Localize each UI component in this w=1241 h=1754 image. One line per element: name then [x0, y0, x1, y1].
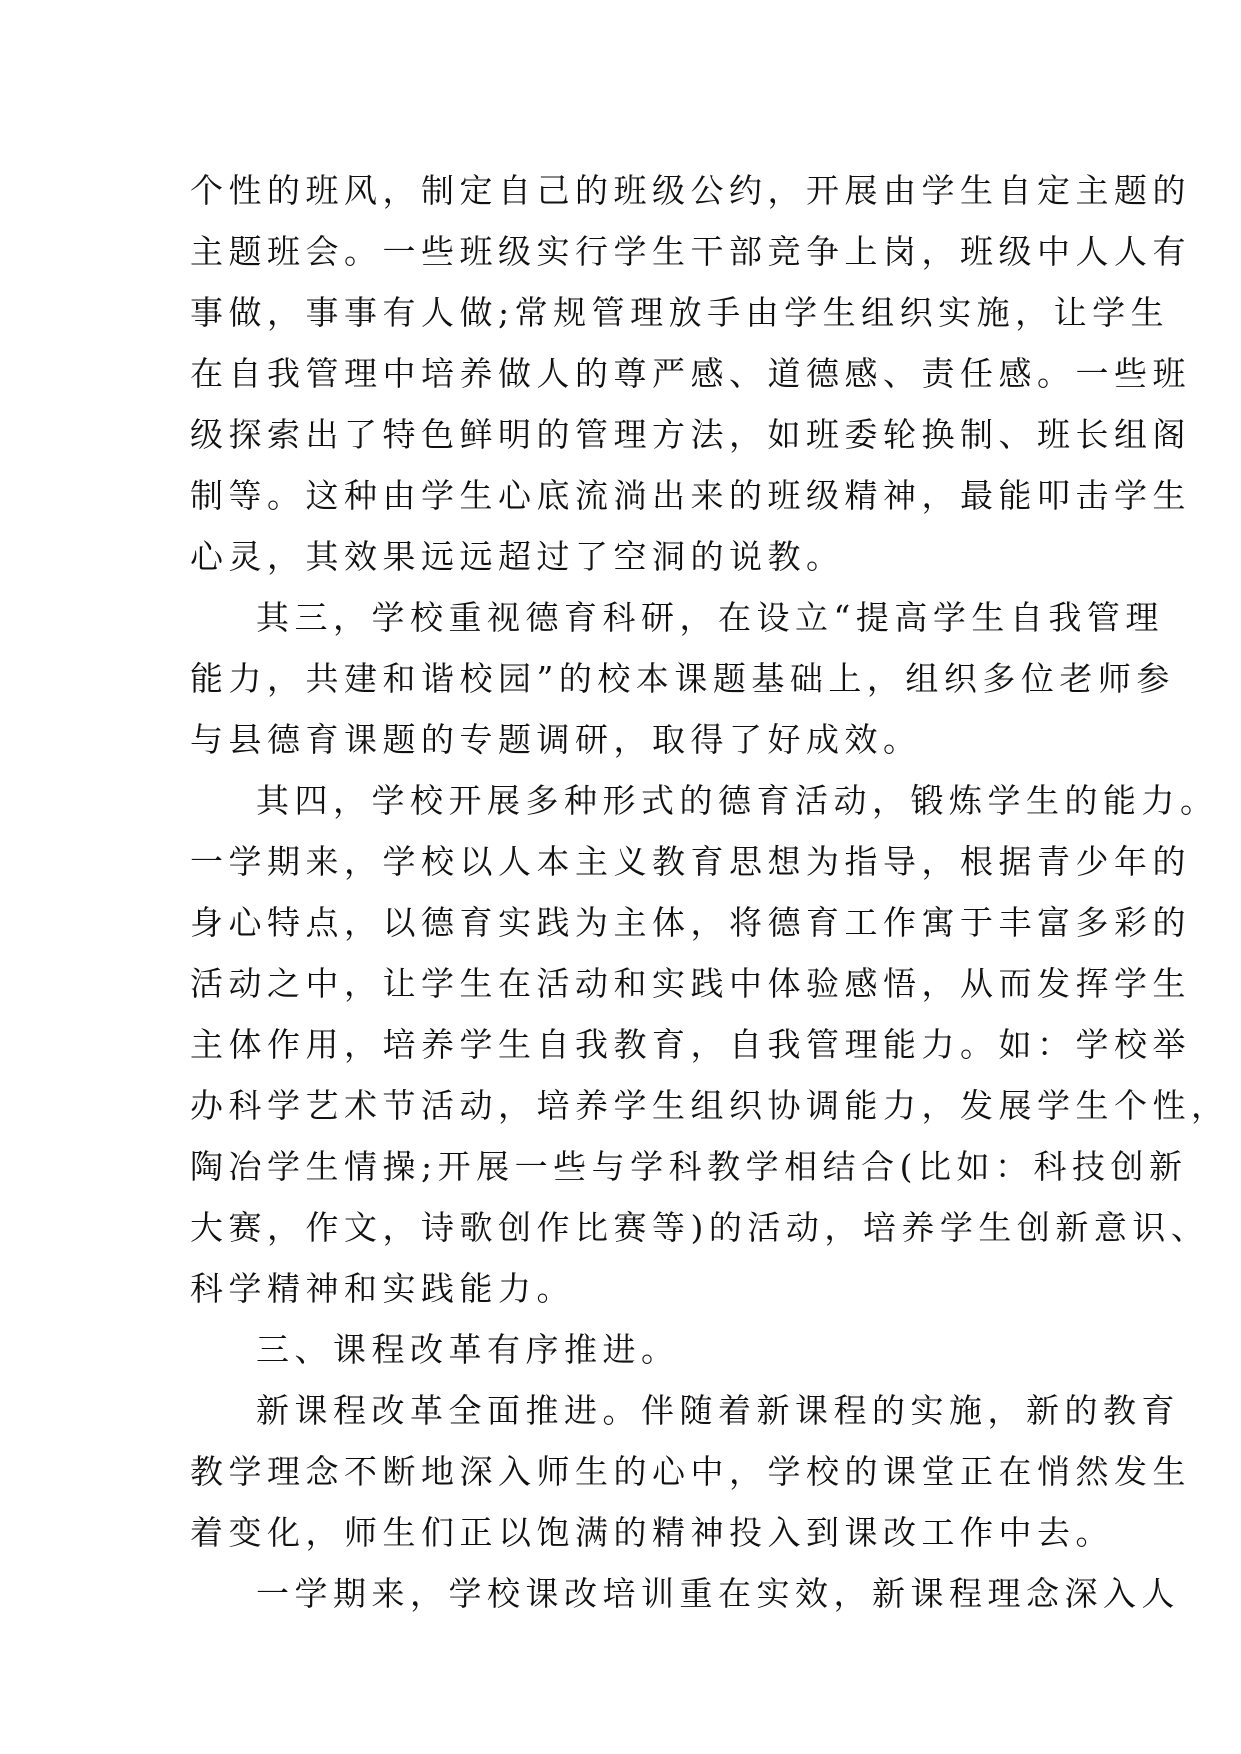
- section-heading: 三、课程改革有序推进。: [256, 1330, 680, 1369]
- paragraph-start-line: 一学期来，学校课改培训重在实效，新课程理念深入人: [256, 1574, 1180, 1613]
- text-line: 着变化，师生们正以饱满的精神投入到课改工作中去。: [190, 1513, 1114, 1552]
- text-line: 个性的班风，制定自己的班级公约，开展由学生自定主题的: [190, 171, 1191, 210]
- text-line: 科学精神和实践能力。: [190, 1269, 575, 1308]
- text-line: 活动之中，让学生在活动和实践中体验感悟，从而发挥学生: [190, 964, 1191, 1003]
- text-line: 能力，共建和谐校园”的校本课题基础上，组织多位老师参: [190, 659, 1175, 698]
- text-line: 主体作用，培养学生自我教育，自我管理能力。如：学校举: [190, 1025, 1191, 1064]
- text-line: 与县德育课题的专题调研，取得了好成效。: [190, 720, 922, 759]
- text-line: 一学期来，学校以人本主义教育思想为指导，根据青少年的: [190, 842, 1191, 881]
- text-line: 办科学艺术节活动，培养学生组织协调能力，发展学生个性，: [190, 1086, 1230, 1125]
- text-line: 级探索出了特色鲜明的管理方法，如班委轮换制、班长组阁: [190, 415, 1191, 454]
- paragraph-start-line: 其三，学校重视德育科研，在设立“提高学生自我管理: [256, 598, 1164, 637]
- text-line: 主题班会。一些班级实行学生干部竞争上岗，班级中人人有: [190, 232, 1191, 271]
- text-line: 在自我管理中培养做人的尊严感、道德感、责任感。一些班: [190, 354, 1191, 393]
- text-line: 事做，事事有人做;常规管理放手由学生组织实施，让学生: [190, 293, 1170, 332]
- paragraph-start-line: 其四，学校开展多种形式的德育活动，锻炼学生的能力。: [256, 781, 1219, 820]
- document-body: [190, 160, 1230, 1624]
- text-line: 陶冶学生情操;开展一些与学科教学相结合(比如：科技创新: [190, 1147, 1188, 1186]
- text-line: 身心特点，以德育实践为主体，将德育工作寓于丰富多彩的: [190, 903, 1191, 942]
- text-line: 心灵，其效果远远超过了空洞的说教。: [190, 537, 845, 576]
- text-line: 教学理念不断地深入师生的心中，学校的课堂正在悄然发生: [190, 1452, 1191, 1491]
- text-line: 制等。这种由学生心底流淌出来的班级精神，最能叩击学生: [190, 476, 1191, 515]
- text-line: 大赛，作文，诗歌创作比赛等)的活动，培养学生创新意识、: [190, 1208, 1210, 1247]
- paragraph-start-line: 新课程改革全面推进。伴随着新课程的实施，新的教育: [256, 1391, 1180, 1430]
